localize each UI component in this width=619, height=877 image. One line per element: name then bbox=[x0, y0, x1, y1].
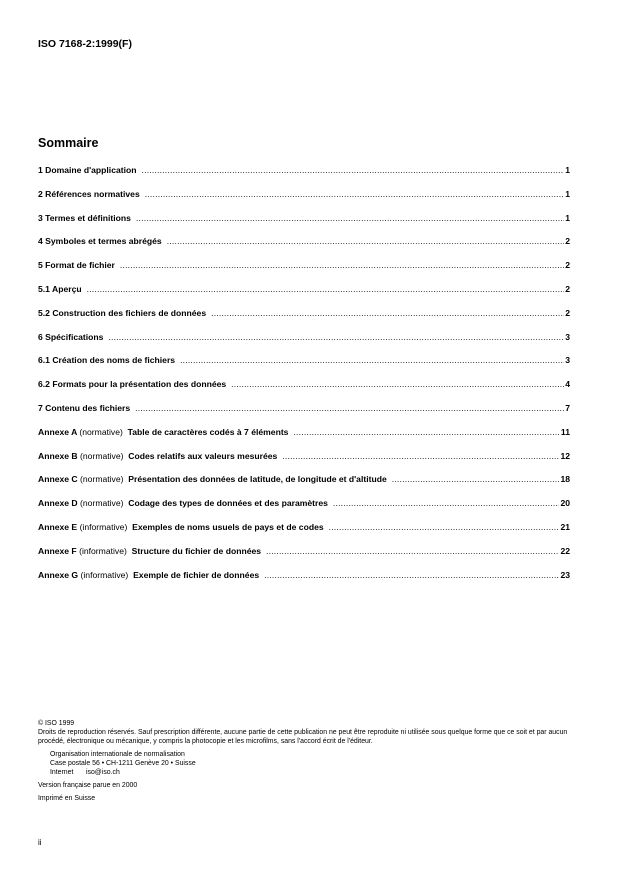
toc-entry-text: Table de caractères codés à 7 éléments bbox=[127, 426, 289, 437]
dot-leader bbox=[231, 379, 564, 389]
toc-entry[interactable] bbox=[38, 522, 570, 546]
toc-entry-text: 1 Domaine d'application bbox=[38, 165, 137, 175]
page-number: ii bbox=[38, 838, 42, 847]
toc-entry-title bbox=[38, 379, 226, 389]
toc-entry[interactable] bbox=[38, 284, 570, 308]
annex-type: (normative) bbox=[80, 498, 124, 509]
toc-entry-text: Exemples de noms usuels de pays et de codes bbox=[132, 521, 324, 532]
toc-entry[interactable] bbox=[38, 427, 570, 451]
annex-label: Annexe D bbox=[38, 498, 78, 509]
toc-entry-title bbox=[38, 165, 137, 175]
dot-leader bbox=[135, 403, 564, 413]
toc-entry-title bbox=[38, 260, 115, 270]
toc-page-number: 1 bbox=[565, 165, 570, 175]
toc-entry-title bbox=[38, 522, 324, 532]
printed-note: Imprimé en Suisse bbox=[38, 795, 96, 802]
toc-entry[interactable] bbox=[38, 260, 570, 284]
toc-entry[interactable] bbox=[38, 474, 570, 498]
toc-entry-text: 3 Termes et définitions bbox=[38, 212, 131, 223]
dot-leader bbox=[293, 427, 559, 437]
toc-entry-text: Codes relatifs aux valeurs mesurées bbox=[128, 450, 278, 461]
copyright-line: © ISO 1999 bbox=[38, 720, 75, 727]
toc-page-number: 2 bbox=[565, 260, 570, 271]
internet-line bbox=[38, 768, 578, 777]
dot-leader bbox=[142, 165, 565, 175]
dot-leader bbox=[136, 213, 564, 223]
toc-entry-title bbox=[38, 355, 175, 365]
toc-entry-text: 2 Références normatives bbox=[38, 188, 140, 199]
toc-entry-text: Codage des types de données et des paramètres bbox=[128, 498, 328, 509]
toc-entry-title bbox=[38, 189, 140, 199]
toc-entry-title bbox=[38, 546, 261, 556]
toc-entry-text: 6.2 Formats pour la présentation des données bbox=[38, 379, 227, 390]
toc-entry[interactable] bbox=[38, 189, 570, 213]
toc-entry-text: 4 Symboles et termes abrégés bbox=[38, 236, 162, 247]
annex-label: Annexe A bbox=[38, 426, 77, 437]
version-note: Version française parue en 2000 bbox=[38, 782, 138, 789]
toc-entry[interactable] bbox=[38, 570, 570, 594]
dot-leader bbox=[392, 474, 560, 484]
organisation-name: Organisation internationale de normalisation bbox=[50, 751, 185, 758]
toc-entry-title bbox=[38, 474, 387, 484]
annex-type: (normative) bbox=[79, 426, 123, 437]
annex-type: (informative) bbox=[79, 545, 127, 556]
annex-type: (informative) bbox=[79, 521, 128, 532]
toc-entry[interactable] bbox=[38, 546, 570, 570]
annex-label: Annexe G bbox=[38, 569, 79, 580]
dot-leader bbox=[333, 498, 560, 508]
organisation-address: Case postale 56 • CH-1211 Genève 20 • Suisse bbox=[50, 760, 196, 767]
dot-leader bbox=[108, 332, 564, 342]
dot-leader bbox=[329, 522, 560, 532]
toc-entry-title bbox=[38, 427, 288, 437]
toc-entry-text: 6 Spécifications bbox=[38, 331, 104, 342]
toc-entry-text: 7 Contenu des fichiers bbox=[38, 402, 131, 413]
toc-entry-text: Structure du fichier de données bbox=[131, 545, 262, 556]
toc-page-number: 12 bbox=[560, 450, 570, 461]
toc-page-number: 22 bbox=[560, 545, 570, 556]
rights-statement: Droits de reproduction réservés. Sauf prescription différente, aucune partie de cette publication ne peut être reproduite ni utilisée sous quelque forme que ce soit et par aucun procédé, électronique ou mécanique, y compris la photocopie et les microfilms, sans l'accord écrit de l'éditeur. bbox=[38, 729, 568, 745]
annex-type: (normative) bbox=[80, 474, 124, 485]
page-title: Sommaire bbox=[38, 136, 99, 150]
dot-leader bbox=[264, 570, 559, 580]
annex-label: Annexe C bbox=[38, 474, 78, 485]
toc-entry-text: 5 Format de fichier bbox=[38, 260, 115, 271]
toc-entry[interactable] bbox=[38, 355, 570, 379]
dot-leader bbox=[145, 189, 564, 199]
toc-page-number: 2 bbox=[565, 283, 570, 294]
toc-page-number: 1 bbox=[565, 212, 570, 223]
toc-entry-text: 6.1 Création des noms de fichiers bbox=[38, 355, 176, 366]
toc-entry-text: 5.1 Aperçu bbox=[38, 283, 82, 294]
toc-page-number: 7 bbox=[565, 402, 570, 413]
toc-entry-text: Présentation des données de latitude, de longitude et d'altitude bbox=[128, 474, 387, 485]
document-header: ISO 7168-2:1999(F) bbox=[38, 38, 132, 50]
toc-entry-title bbox=[38, 284, 82, 294]
dot-leader bbox=[282, 451, 559, 461]
toc-page-number: 3 bbox=[565, 331, 570, 342]
dot-leader bbox=[120, 260, 564, 270]
internet-address: iso@iso.ch bbox=[86, 769, 120, 776]
toc-entry-title bbox=[38, 498, 328, 508]
annex-label: Annexe F bbox=[38, 545, 77, 556]
toc-entry-text: 5.2 Construction des fichiers de données bbox=[38, 307, 207, 318]
toc-entry[interactable] bbox=[38, 332, 570, 356]
toc-entry-title bbox=[38, 332, 103, 342]
toc-page-number: 2 bbox=[565, 236, 570, 247]
toc-page-number: 2 bbox=[565, 307, 570, 318]
toc-entry[interactable] bbox=[38, 403, 570, 427]
toc-entry[interactable] bbox=[38, 498, 570, 522]
toc-entry-title bbox=[38, 403, 130, 413]
toc-page-number: 11 bbox=[560, 426, 570, 437]
toc-entry-title bbox=[38, 308, 206, 318]
dot-leader bbox=[87, 284, 565, 294]
dot-leader bbox=[180, 355, 564, 365]
dot-leader bbox=[167, 236, 565, 246]
annex-label: Annexe E bbox=[38, 521, 78, 532]
toc-entry[interactable] bbox=[38, 236, 570, 260]
toc-page-number: 21 bbox=[560, 521, 570, 532]
table-of-contents bbox=[38, 165, 570, 593]
toc-entry-title bbox=[38, 570, 259, 580]
dot-leader bbox=[266, 546, 559, 556]
dot-leader bbox=[211, 308, 564, 318]
toc-entry[interactable] bbox=[38, 451, 570, 475]
toc-entry-text: Exemple de fichier de données bbox=[133, 569, 260, 580]
toc-page-number: 3 bbox=[565, 355, 570, 366]
annex-type: (informative) bbox=[80, 569, 129, 580]
internet-label: Internet bbox=[50, 769, 74, 776]
toc-entry[interactable] bbox=[38, 165, 570, 189]
toc-page-number: 1 bbox=[565, 188, 570, 199]
copyright-footer bbox=[38, 719, 578, 803]
annex-label: Annexe B bbox=[38, 450, 78, 461]
toc-entry[interactable] bbox=[38, 308, 570, 332]
annex-type: (normative) bbox=[80, 450, 124, 461]
toc-entry[interactable] bbox=[38, 379, 570, 403]
toc-entry-title bbox=[38, 213, 131, 223]
toc-entry-title bbox=[38, 451, 277, 461]
toc-page-number: 20 bbox=[560, 498, 570, 509]
toc-page-number: 4 bbox=[565, 379, 570, 390]
toc-page-number: 23 bbox=[560, 569, 570, 580]
toc-page-number: 18 bbox=[560, 474, 570, 485]
toc-entry-title bbox=[38, 236, 162, 246]
toc-entry[interactable] bbox=[38, 213, 570, 237]
